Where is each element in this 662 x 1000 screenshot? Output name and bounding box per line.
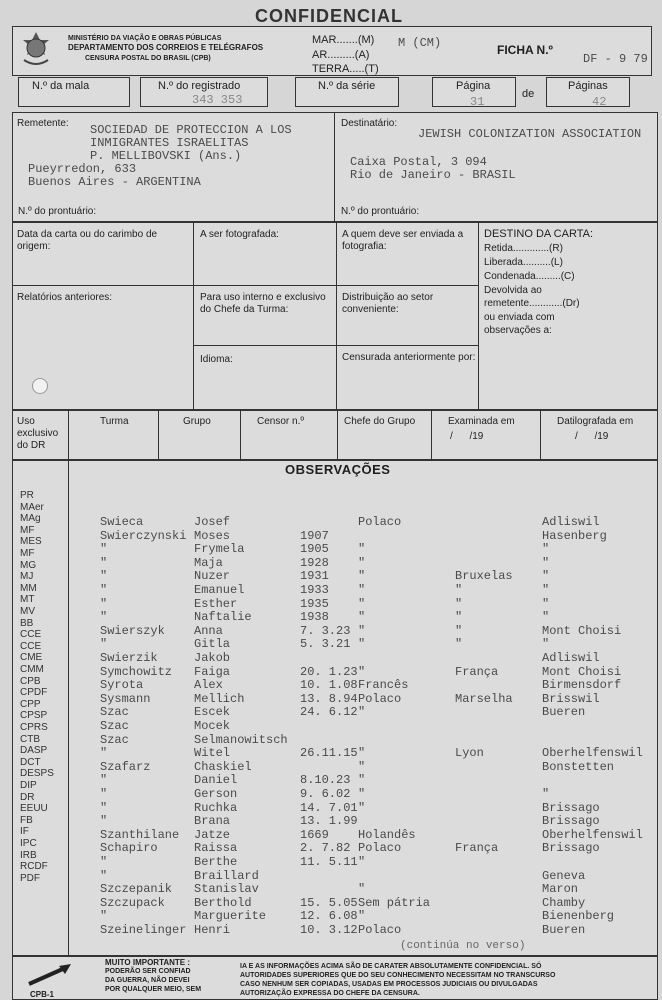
code-item: MES: [20, 536, 42, 548]
table-cell: Oberhelfenswil: [542, 746, 643, 761]
table-row: [100, 746, 655, 760]
grid-divider-1: [193, 222, 194, 410]
table-cell: Faiga: [194, 664, 231, 679]
table-row: [100, 529, 655, 543]
table-cell: ": [100, 596, 108, 611]
table-row: [100, 692, 655, 706]
table-cell: França: [455, 841, 499, 856]
table-cell: Bruxelas: [455, 569, 513, 584]
table-cell: Sem pátria: [358, 895, 431, 910]
code-item: EEUU: [20, 803, 48, 815]
table-cell: 12. 6.08: [300, 909, 358, 924]
table-cell: 1928: [300, 555, 329, 570]
table-row: [100, 637, 655, 651]
footer-line1a: PODERÃO SER CONFIAD: [105, 968, 191, 975]
table-cell: Stanislav: [194, 882, 259, 897]
remetente-label: Remetente:: [17, 118, 69, 129]
table-cell: Raissa: [194, 841, 238, 856]
table-cell: Brissago: [542, 814, 600, 829]
table-cell: Witel: [194, 746, 231, 761]
table-cell: Bueren: [542, 705, 586, 720]
code-item: DASP: [20, 745, 48, 757]
code-item: CME: [20, 652, 43, 664]
table-cell: Mocek: [194, 719, 231, 733]
footer-line3a: POR QUALQUER MEIO, SEM: [105, 986, 202, 993]
ministry-text: MINISTÉRIO DA VIAÇÃO E OBRAS PÚBLICAS: [68, 35, 222, 42]
table-cell: Brisswil: [542, 691, 600, 706]
code-item: IRB: [20, 849, 37, 861]
destinatario-line2: Caixa Postal, 3 094: [350, 155, 487, 169]
table-row: [100, 665, 655, 679]
table-cell: ": [100, 868, 108, 883]
serie-label: N.º da série: [318, 80, 376, 92]
table-row: [100, 556, 655, 570]
table-cell: ": [100, 773, 108, 788]
table-cell: Holandês: [358, 827, 416, 842]
table-row: [100, 923, 655, 937]
uso-divider-3: [240, 410, 241, 460]
table-cell: Oberhelfenswil: [542, 827, 643, 842]
de-label: de: [522, 88, 535, 100]
table-row: [100, 624, 655, 638]
department-text: DEPARTAMENTO DOS CORREIOS E TELÉGRAFOS: [68, 43, 264, 52]
table-cell: Polaco: [358, 515, 402, 529]
table-cell: Szafarz: [100, 759, 151, 774]
remetente-line5: Buenos Aires - ARGENTINA: [28, 175, 201, 189]
mode-typed-value: M (CM): [398, 36, 442, 50]
table-cell: Berthe: [194, 855, 238, 869]
examinada-label: Examinada em: [448, 416, 515, 427]
table-cell: 11. 5.11: [300, 855, 358, 869]
table-cell: ": [455, 596, 463, 611]
table-cell: 20. 1.23: [300, 664, 358, 679]
table-cell: Maja: [194, 555, 223, 570]
destino-devolvida-1: Devolvida ao: [484, 285, 542, 296]
footer-line4: AUTORIZAÇÃO EXPRESSA DO CHEFE DA CENSURA.: [240, 990, 420, 997]
table-row: [100, 542, 655, 556]
observacoes-title: OBSERVAÇÕES: [285, 462, 391, 477]
table-cell: Frymela: [194, 542, 245, 557]
table-cell: 24. 6.12: [300, 705, 358, 720]
table-cell: Polaco: [358, 923, 402, 937]
table-cell: Daniel: [194, 773, 238, 788]
table-cell: Marselha: [455, 691, 513, 706]
table-cell: Gitla: [194, 637, 231, 652]
table-cell: ": [542, 637, 550, 652]
destino-devolvida-2: remetente............(Dr): [484, 298, 580, 309]
table-cell: ": [358, 773, 366, 788]
table-cell: Szczepanik: [100, 882, 173, 897]
grid-row-line-1: [12, 285, 478, 286]
table-cell: Emanuel: [194, 583, 245, 597]
table-cell: Francês: [358, 678, 409, 693]
table-cell: ": [542, 569, 550, 584]
table-cell: Symchowitz: [100, 664, 173, 679]
ficha-label: FICHA N.º: [497, 43, 553, 57]
table-cell: 13. 1.99: [300, 814, 358, 829]
table-cell: ": [100, 814, 108, 829]
uso-label: Uso exclusivo do DR: [17, 416, 59, 451]
table-row: [100, 787, 655, 801]
paginas-label: Páginas: [568, 80, 608, 92]
registrado-value: 343 353: [192, 93, 243, 107]
table-cell: 9. 6.02: [300, 787, 351, 801]
uso-divider-1: [68, 410, 69, 460]
remetente-line1: SOCIEDAD DE PROTECCION A LOS: [90, 123, 292, 137]
table-cell: ": [100, 555, 108, 570]
table-cell: Szeinelinger: [100, 923, 187, 937]
table-cell: Geneva: [542, 868, 586, 883]
turma-label: Turma: [100, 416, 129, 427]
table-cell: ": [100, 746, 108, 761]
table-cell: ": [358, 555, 366, 570]
table-cell: ": [358, 705, 366, 720]
table-cell: Swieca: [100, 515, 144, 529]
table-cell: Brana: [194, 814, 231, 829]
table-cell: 7. 3.23: [300, 623, 351, 638]
table-cell: 5. 3.21: [300, 637, 351, 652]
remetente-line4: Pueyrredon, 633: [28, 162, 137, 176]
table-cell: Birmensdorf: [542, 678, 622, 693]
code-item: MAg: [20, 513, 41, 525]
table-cell: Josef: [194, 515, 231, 529]
code-item: IPC: [20, 838, 37, 849]
table-row: [100, 841, 655, 855]
table-cell: ": [358, 787, 366, 801]
code-item: CCE: [20, 640, 42, 652]
code-item: CMM: [20, 664, 44, 675]
importante-label: MUITO IMPORTANTE :: [105, 958, 191, 967]
code-item: MM: [20, 582, 37, 594]
destinatario-label: Destinatário:: [341, 118, 398, 129]
table-cell: ": [542, 555, 550, 570]
table-cell: Chaskiel: [194, 759, 252, 774]
remetente-line2: INMIGRANTES ISRAELITAS: [90, 136, 249, 150]
destinatario-line1: JEWISH COLONIZATION ASSOCIATION: [418, 127, 642, 141]
table-cell: ": [358, 759, 366, 774]
table-cell: 8.10.23: [300, 773, 351, 788]
table-cell: Bueren: [542, 923, 586, 937]
mala-label: N.º da mala: [32, 80, 90, 92]
uso-divider-2: [158, 410, 159, 460]
table-row: [100, 801, 655, 815]
pagina-value: 31: [470, 95, 485, 109]
code-item: PR: [20, 490, 34, 501]
table-cell: ": [455, 637, 463, 652]
table-cell: Szac: [100, 719, 129, 733]
table-cell: Anna: [194, 623, 223, 638]
table-cell: ": [100, 800, 108, 815]
table-cell: ": [358, 800, 366, 815]
remetente-prontuario: N.º do prontuário:: [18, 206, 97, 217]
uso-divider-6: [540, 410, 541, 460]
table-cell: Alex: [194, 678, 223, 693]
table-cell: ": [455, 610, 463, 625]
table-row: [100, 896, 655, 910]
table-cell: Moses: [194, 528, 231, 543]
uso-divider-4: [337, 410, 338, 460]
table-cell: ": [542, 787, 550, 801]
table-row: [100, 828, 655, 842]
table-row: [100, 855, 655, 869]
table-cell: ": [358, 569, 366, 584]
table-cell: Bienenberg: [542, 909, 615, 924]
footer-line2b: AUTORIDADES SUPERIORES QUE DO SEU CONHECIMENTO NECESSITAM NO TRANSCURSO: [240, 972, 556, 979]
table-cell: ": [358, 583, 366, 597]
table-cell: ": [358, 610, 366, 625]
grid-row-line-2: [193, 345, 478, 346]
table-cell: Maron: [542, 882, 579, 897]
table-row: [100, 569, 655, 583]
grupo-label: Grupo: [183, 416, 211, 427]
grid-divider-2: [336, 222, 337, 410]
code-item: MV: [20, 606, 35, 617]
table-cell: Mellich: [194, 691, 245, 706]
code-item: MAer: [20, 501, 44, 513]
table-cell: França: [455, 664, 499, 679]
table-cell: Berthold: [194, 895, 252, 910]
destino-liberada: Liberada..........(L): [484, 257, 563, 268]
code-item: DR: [20, 791, 35, 803]
chefe-label: Chefe do Grupo: [344, 416, 416, 427]
table-row: [100, 760, 655, 774]
table-cell: 1669: [300, 827, 329, 842]
table-cell: ": [358, 855, 366, 869]
table-cell: Mont Choisi: [542, 623, 622, 638]
terra-option: TERRA.....(T): [312, 63, 379, 75]
table-cell: 2. 7.82: [300, 841, 351, 856]
table-cell: ": [358, 909, 366, 924]
idioma-label: Idioma:: [200, 354, 233, 365]
table-row: [100, 583, 655, 597]
table-cell: Braillard: [194, 868, 259, 883]
codes-divider: [68, 460, 69, 956]
table-cell: 1938: [300, 610, 329, 625]
code-item: CPRS: [20, 722, 48, 733]
destino-condenada: Condenada.........(C): [484, 271, 575, 282]
table-cell: ": [542, 610, 550, 625]
table-cell: Chamby: [542, 895, 586, 910]
table-cell: ": [100, 569, 108, 584]
pagina-label: Página: [456, 80, 491, 92]
ser-fotografada-label: A ser fotografada:: [200, 229, 279, 240]
table-cell: Nuzer: [194, 569, 231, 584]
arrow-icon: [25, 962, 75, 988]
table-cell: Polaco: [358, 691, 402, 706]
table-cell: Szczupack: [100, 895, 165, 910]
table-cell: Lyon: [455, 746, 484, 761]
datilografada-label: Datilografada em: [557, 416, 634, 427]
table-row: [100, 610, 655, 624]
address-divider: [334, 112, 335, 222]
table-cell: ": [455, 623, 463, 638]
censorship-text: CENSURA POSTAL DO BRASIL (CPB): [85, 55, 211, 62]
code-item: CPSP: [20, 710, 48, 722]
table-row: [100, 597, 655, 611]
table-cell: Adliswil: [542, 515, 600, 529]
table-cell: Swierczynski: [100, 528, 187, 543]
page-title: CONFIDENCIAL: [255, 6, 403, 26]
table-cell: ": [358, 746, 366, 761]
destinatario-line3: Rio de Janeiro - BRASIL: [350, 168, 516, 182]
table-cell: Sysmann: [100, 691, 151, 706]
table-cell: Henri: [194, 923, 231, 937]
mar-option: MAR.......(M): [312, 34, 375, 46]
code-item: FB: [20, 814, 33, 826]
table-cell: ": [542, 596, 550, 611]
table-cell: ": [100, 787, 108, 801]
table-cell: Syrota: [100, 678, 144, 693]
table-cell: 26.11.15: [300, 746, 358, 761]
table-cell: ": [100, 583, 108, 597]
table-row: [100, 733, 655, 747]
table-cell: ": [358, 637, 366, 652]
table-cell: 13. 8.94: [300, 691, 358, 706]
code-item: CPB: [20, 675, 41, 687]
table-row: [100, 705, 655, 719]
code-item: DIP: [20, 780, 37, 791]
table-cell: Marguerite: [194, 909, 267, 924]
table-cell: 14. 7.01: [300, 800, 358, 815]
censor-label: Censor n.º: [257, 416, 305, 427]
code-item: DCT: [20, 756, 41, 768]
table-cell: Swierszyk: [100, 623, 165, 638]
table-cell: ": [542, 583, 550, 597]
remetente-line3: P. MELLIBOVSKI (Ans.): [90, 149, 242, 163]
table-cell: 1931: [300, 569, 329, 584]
table-cell: Adliswil: [542, 651, 600, 665]
destino-title: DESTINO DA CARTA:: [484, 228, 594, 240]
censurada-label: Censurada anteriormente por:: [342, 352, 476, 363]
code-item: DESPS: [20, 768, 54, 780]
code-item: RCDF: [20, 861, 48, 873]
table-cell: Gerson: [194, 787, 238, 801]
quem-enviada-label: A quem deve ser enviada a fotografia:: [342, 229, 464, 252]
table-cell: ": [100, 909, 108, 924]
table-row: [100, 515, 655, 529]
table-cell: Ruchka: [194, 800, 238, 815]
code-item: CPDF: [20, 687, 48, 699]
table-cell: Naftalie: [194, 610, 252, 625]
table-cell: ": [358, 664, 366, 679]
table-cell: 10. 1.08: [300, 678, 358, 693]
table-row: [100, 773, 655, 787]
distribuicao-label: Distribuição ao setor conveniente:: [342, 292, 434, 315]
data-carta-label: Data da carta ou do carimbo de origem:: [17, 229, 158, 252]
table-cell: ": [100, 610, 108, 625]
code-item: CTB: [20, 733, 40, 745]
table-cell: 1907: [300, 528, 329, 543]
table-cell: ": [358, 542, 366, 557]
code-item: MT: [20, 594, 35, 606]
table-cell: Polaco: [358, 841, 402, 856]
code-item: BB: [20, 617, 34, 629]
punch-hole-icon: [32, 378, 48, 394]
table-cell: Schapiro: [100, 841, 158, 856]
table-cell: Szac: [100, 732, 129, 747]
table-cell: ": [358, 623, 366, 638]
destino-retida: Retida.............(R): [484, 243, 563, 254]
footer-line1b: IA E AS INFORMAÇÕES ACIMA SÃO DE CARATER ABSOLUTAMENTE CONFIDENCIAL. SÓ: [240, 963, 542, 970]
table-cell: 1933: [300, 583, 329, 597]
table-row: [100, 909, 655, 923]
table-cell: Mont Choisi: [542, 664, 622, 679]
registrado-label: N.º do registrado: [158, 80, 241, 92]
table-row: [100, 651, 655, 665]
table-cell: ": [100, 637, 108, 652]
footer-line2a: DA GUERRA, NÃO DEVEI: [105, 977, 190, 984]
code-item: MF: [20, 548, 35, 559]
table-cell: ": [358, 882, 366, 897]
coat-of-arms-icon: [18, 30, 54, 68]
table-cell: Szac: [100, 705, 129, 720]
code-item: MF: [20, 524, 35, 536]
continua-text: (continúa no verso): [400, 940, 526, 952]
table-cell: 15. 5.05: [300, 895, 358, 910]
form-code: CPB-1: [30, 990, 55, 999]
code-item: CCE: [20, 629, 42, 641]
code-item: CPP: [20, 698, 41, 710]
code-item: IF: [20, 826, 29, 838]
table-cell: ": [100, 542, 108, 557]
table-cell: Brissago: [542, 800, 600, 815]
table-row: [100, 869, 655, 883]
destino-ou-enviada-2: observações a:: [484, 325, 552, 336]
table-cell: Bonstetten: [542, 759, 615, 774]
table-row: [100, 719, 655, 733]
table-row: [100, 814, 655, 828]
table-cell: Szanthilane: [100, 827, 180, 842]
datilografada-date: / /19: [575, 431, 609, 442]
code-item: MJ: [20, 571, 34, 583]
table-cell: Esther: [194, 596, 238, 611]
table-cell: Jatze: [194, 827, 231, 842]
table-cell: Jakob: [194, 651, 231, 665]
code-item: PDF: [20, 872, 40, 884]
destino-ou-enviada-1: ou enviada com: [484, 312, 555, 323]
table-cell: Selmanowitsch: [194, 732, 288, 747]
table-cell: ": [542, 542, 550, 557]
table-row: [100, 678, 655, 692]
table-cell: Swierzik: [100, 651, 158, 665]
table-cell: Hasenberg: [542, 528, 607, 543]
code-item: MG: [20, 559, 37, 571]
table-cell: ": [455, 583, 463, 597]
uso-divider-5: [431, 410, 432, 460]
table-cell: 1905: [300, 542, 329, 557]
destinatario-prontuario: N.º do prontuário:: [341, 206, 420, 217]
table-cell: Brissago: [542, 841, 600, 856]
table-cell: Escek: [194, 705, 231, 720]
uso-interno-label: Para uso interno e exclusivo do Chefe da Turma:: [200, 292, 326, 315]
examinada-date: / /19: [450, 431, 484, 442]
ar-option: AR.........(A): [312, 49, 370, 61]
relatorios-label: Relatórios anteriores:: [17, 292, 113, 303]
paginas-value: 42: [592, 95, 607, 109]
table-cell: ": [100, 855, 108, 869]
ficha-value: DF - 9 79: [583, 52, 648, 66]
table-row: [100, 882, 655, 896]
table-cell: 10. 3.12: [300, 923, 358, 937]
footer-line3b: CASO NENHUM SER COPIADAS, USADAS EM PROCESSOS JUDICIAIS OU DIVULGADAS: [240, 981, 538, 988]
grid-divider-3: [478, 222, 479, 410]
table-cell: 1935: [300, 596, 329, 611]
table-cell: ": [358, 596, 366, 611]
